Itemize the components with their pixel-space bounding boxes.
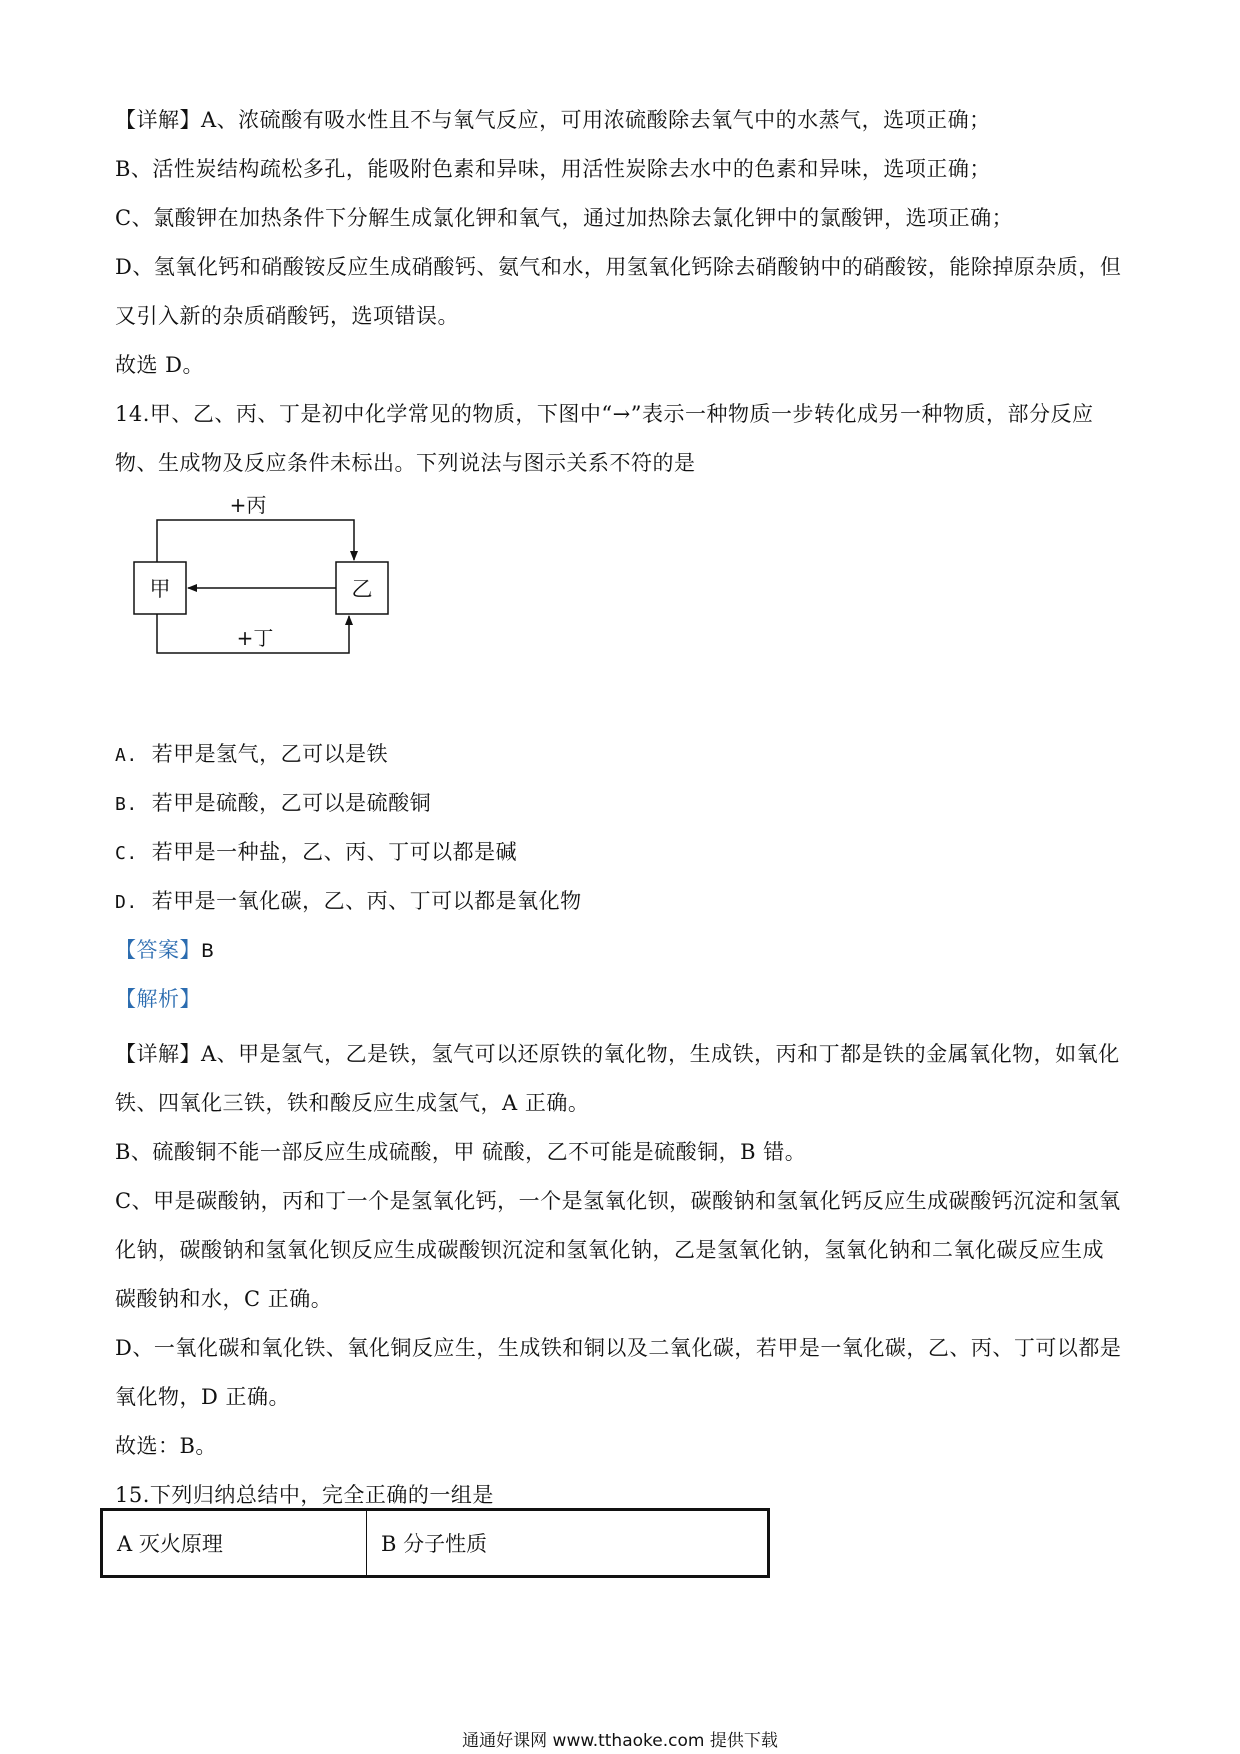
option-c [115,828,517,878]
explain-conclusion: 故选：B。 [115,1434,217,1458]
explain-line: 【详解】A、甲是氢气，乙是铁，氢气可以还原铁的氧化物，生成铁，丙和丁都是铁的金属氧化物，如氧化 [115,1042,1120,1066]
option-a [115,730,388,780]
explain-line: 铁、四氧化三铁，铁和酸反应生成氢气，A 正确。 [115,1091,590,1115]
option-label: A. [115,745,138,766]
detail-line: C、氯酸钾在加热条件下分解生成氯化钾和氧气，通过加热除去氯化钾中的氯酸钾，选项正确； [115,206,1014,230]
box-jia-label: 甲 [149,577,171,601]
explain-line: 氧化物，D 正确。 [115,1385,291,1409]
conversion-diagram [120,490,420,670]
question-14-stem: 物、生成物及反应条件未标出。下列说法与图示关系不符的是 [115,451,696,475]
box-yi-label: 乙 [351,577,373,601]
table-cell-a: A 灭火原理 [102,1510,367,1577]
explain-line: B、硫酸铜不能一部反应生成硫酸，甲 硫酸，乙不可能是硫酸铜，B 错。 [115,1140,807,1164]
question-15-table [100,1508,770,1578]
detail-line: B、活性炭结构疏松多孔，能吸附色素和异味，用活性炭除去水中的色素和异味，选项正确； [115,157,991,181]
conclusion-line: 故选 D。 [115,353,205,377]
option-label: D. [115,892,138,913]
explain-line: D、一氧化碳和氧化铁、氧化铜反应生，生成铁和铜以及二氧化碳，若甲是一氧化碳，乙、丙、丁可以都是 [115,1336,1122,1360]
table-row [102,1510,769,1577]
detail-line: 又引入新的杂质硝酸钙，选项错误。 [115,304,459,328]
answer-line [115,926,1135,975]
explain-line: C、甲是碳酸钠，丙和丁一个是氢氧化钙，一个是氢氧化钡，碳酸钠和氢氧化钙反应生成碳酸钙沉淀和氢氧 [115,1189,1121,1213]
label-plus-ding: +丁 [236,626,274,650]
option-d [115,877,582,927]
arrow-top [157,520,354,562]
question-15-stem: 15.下列归纳总结中，完全正确的一组是 [115,1483,494,1507]
explain-line: 碳酸钠和水，C 正确。 [115,1287,333,1311]
option-text: 若甲是一氧化碳，乙、丙、丁可以都是氧化物 [151,889,582,913]
question-14-stem: 14.甲、乙、丙、丁是初中化学常见的物质，下图中“→”表示一种物质一步转化成另一种物质，部分反应 [115,402,1094,426]
detail-line: 【详解】A、浓硫酸有吸水性且不与氧气反应，可用浓硫酸除去氧气中的水蒸气，选项正确； [115,108,991,132]
label-plus-bing: +丙 [229,493,267,517]
page-footer: 通通好课网 www.tthaoke.com 提供下载 [462,1731,778,1751]
option-text: 若甲是一种盐，乙、丙、丁可以都是碱 [151,840,518,864]
answer-tag: 【答案】 [115,938,201,962]
option-b [115,779,431,829]
option-text: 若甲是氢气，乙可以是铁 [151,742,389,766]
option-label: B. [115,794,138,815]
analysis-tag: 【解析】 [115,987,201,1011]
explain-line: 化钠，碳酸钠和氢氧化钡反应生成碳酸钡沉淀和氢氧化钠，乙是氢氧化钠，氢氧化钠和二氧化碳反应生成 [115,1238,1104,1262]
answer-value: B [201,940,215,962]
detail-line: D、氢氧化钙和硝酸铵反应生成硝酸钙、氨气和水，用氢氧化钙除去硝酸钠中的硝酸铵，能除掉原杂质，但 [115,255,1122,279]
option-label: C. [115,843,138,864]
table-cell-b: B 分子性质 [367,1510,769,1577]
option-text: 若甲是硫酸，乙可以是硫酸铜 [151,791,432,815]
